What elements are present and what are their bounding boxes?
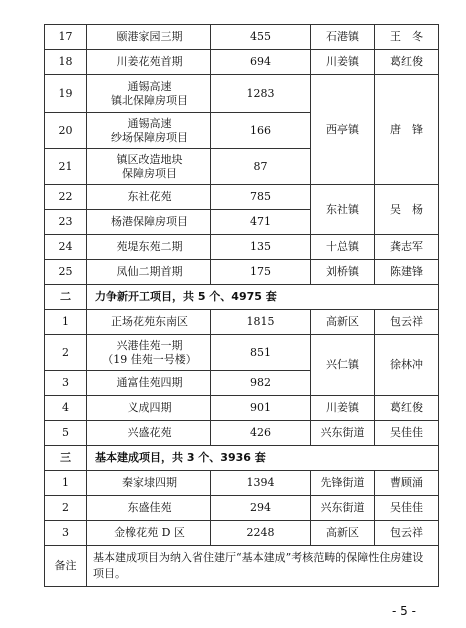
row-number: 3 [45,521,87,546]
row-number: 4 [45,396,87,421]
unit-count: 294 [211,496,311,521]
town-name: 兴东街道 [311,421,375,446]
row-number: 22 [45,185,87,210]
table-row [45,75,439,113]
unit-count: 1283 [211,75,311,113]
project-name: 秦家埭四期 [87,471,211,496]
unit-count: 175 [211,260,311,285]
project-name-line2: 镇北保障房项目 [111,93,188,107]
project-name-line2: 保障房项目 [122,166,177,180]
row-number: 23 [45,210,87,235]
project-name [87,75,211,113]
table-row [45,521,439,546]
project-name [87,113,211,149]
table-row [45,496,439,521]
project-name: 正场花苑东南区 [87,310,211,335]
row-number: 21 [45,149,87,185]
project-name-line2: （19 佳苑一号楼） [102,352,197,366]
unit-count: 1815 [211,310,311,335]
project-name [87,335,211,371]
row-number: 2 [45,335,87,371]
town-name: 东社镇 [311,185,375,235]
project-name: 东社花苑 [87,185,211,210]
row-number: 2 [45,496,87,521]
town-name: 兴东街道 [311,496,375,521]
town-name: 十总镇 [311,235,375,260]
page-number: - 5 - [392,604,416,618]
row-number: 20 [45,113,87,149]
table-row [45,421,439,446]
housing-project-table [44,24,439,587]
row-number: 1 [45,310,87,335]
row-number: 24 [45,235,87,260]
table-row [45,185,439,210]
responsible-person: 龚志军 [375,235,439,260]
town-name: 刘桥镇 [311,260,375,285]
section-header-row [45,285,439,310]
row-number: 1 [45,471,87,496]
responsible-person: 唐 锋 [375,75,439,185]
town-name: 先锋街道 [311,471,375,496]
table-row [45,50,439,75]
responsible-person: 吴 杨 [375,185,439,235]
responsible-person: 曹顾涌 [375,471,439,496]
section-header-row [45,446,439,471]
town-name: 兴仁镇 [311,335,375,396]
unit-count: 851 [211,335,311,371]
responsible-person: 陈建锋 [375,260,439,285]
unit-count: 694 [211,50,311,75]
section-title: 基本建成项目，共 3 个、3936 套 [87,446,439,471]
responsible-person: 徐林冲 [375,335,439,396]
project-name: 杨港保障房项目 [87,210,211,235]
project-name: 颐港家园三期 [87,25,211,50]
project-name: 兴盛花苑 [87,421,211,446]
unit-count: 455 [211,25,311,50]
responsible-person: 吴佳佳 [375,496,439,521]
project-name-line1: 兴港佳苑一期 [116,338,183,352]
project-name: 通富佳苑四期 [87,371,211,396]
row-number: 18 [45,50,87,75]
section-number: 二 [45,285,87,310]
unit-count: 471 [211,210,311,235]
table-row [45,335,439,371]
project-name-line1: 通锡高速 [127,79,172,93]
table-row [45,396,439,421]
project-name-line2: 纱场保障房项目 [111,130,188,144]
note-row [45,546,439,587]
note-text: 基本建成项目为纳入省住建厅“基本建成”考核范畴的保障性住房建设项目。 [87,546,439,587]
unit-count: 166 [211,113,311,149]
unit-count: 901 [211,396,311,421]
project-name: 义成四期 [87,396,211,421]
unit-count: 426 [211,421,311,446]
table-row [45,310,439,335]
responsible-person: 葛红俊 [375,50,439,75]
project-name: 凤仙二期首期 [87,260,211,285]
project-name [87,149,211,185]
table-row [45,235,439,260]
table-row [45,25,439,50]
project-name: 金橡花苑 D 区 [87,521,211,546]
responsible-person: 包云祥 [375,310,439,335]
town-name: 川姜镇 [311,396,375,421]
table-row [45,260,439,285]
unit-count: 982 [211,371,311,396]
town-name: 高新区 [311,521,375,546]
project-name-line1: 通锡高速 [127,116,172,130]
unit-count: 1394 [211,471,311,496]
project-name: 川姜花苑首期 [87,50,211,75]
responsible-person: 王 冬 [375,25,439,50]
unit-count: 87 [211,149,311,185]
row-number: 5 [45,421,87,446]
town-name: 石港镇 [311,25,375,50]
town-name: 西亭镇 [311,75,375,185]
section-title: 力争新开工项目，共 5 个、4975 套 [87,285,439,310]
row-number: 25 [45,260,87,285]
project-name: 东盛佳苑 [87,496,211,521]
town-name: 高新区 [311,310,375,335]
project-name: 苑堤东苑二期 [87,235,211,260]
project-name-line1: 镇区改造地块 [116,152,183,166]
unit-count: 135 [211,235,311,260]
note-label: 备注 [45,546,87,587]
responsible-person: 葛红俊 [375,396,439,421]
table-row [45,471,439,496]
town-name: 川姜镇 [311,50,375,75]
section-number: 三 [45,446,87,471]
row-number: 17 [45,25,87,50]
responsible-person: 包云祥 [375,521,439,546]
row-number: 3 [45,371,87,396]
unit-count: 2248 [211,521,311,546]
responsible-person: 吴佳佳 [375,421,439,446]
row-number: 19 [45,75,87,113]
unit-count: 785 [211,185,311,210]
